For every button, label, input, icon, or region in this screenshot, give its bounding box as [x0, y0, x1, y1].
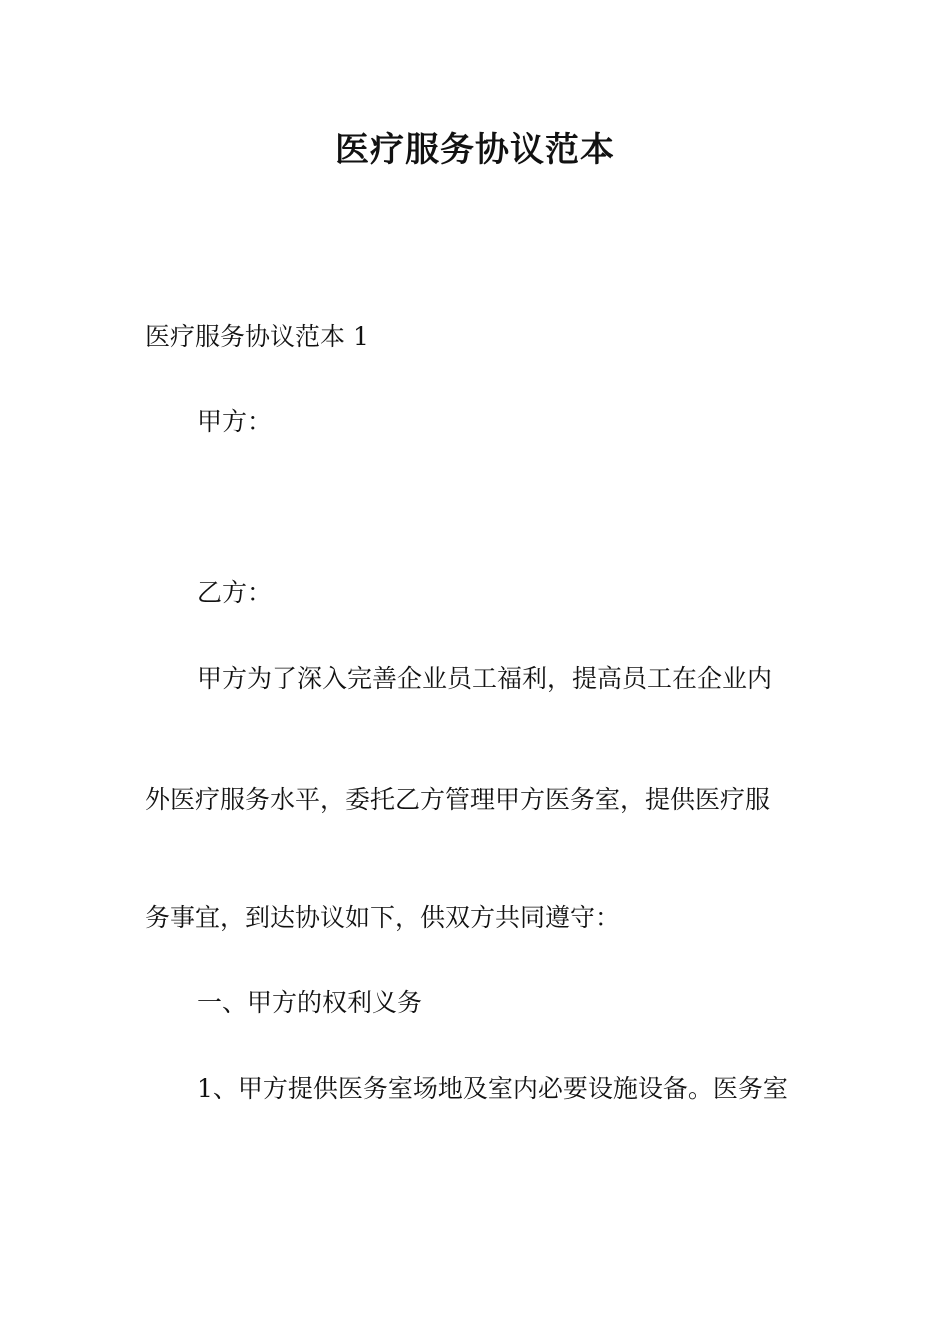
- party-a-label: 甲方：: [197, 407, 273, 436]
- intro-line-2: 外医疗服务水平，委托乙方管理甲方医务室，提供医疗服: [145, 785, 771, 814]
- section-heading: 医疗服务协议范本 1: [145, 322, 369, 351]
- document-title: 医疗服务协议范本: [335, 130, 615, 170]
- party-b-label: 乙方：: [197, 578, 273, 607]
- clause-1-line: 1、甲方提供医务室场地及室内必要设施设备。医务室: [197, 1074, 788, 1103]
- clause-heading: 一、甲方的权利义务: [197, 988, 423, 1017]
- intro-line-1: 甲方为了深入完善企业员工福利，提高员工在企业内: [197, 664, 773, 693]
- intro-line-3: 务事宜，到达协议如下，供双方共同遵守：: [145, 903, 621, 932]
